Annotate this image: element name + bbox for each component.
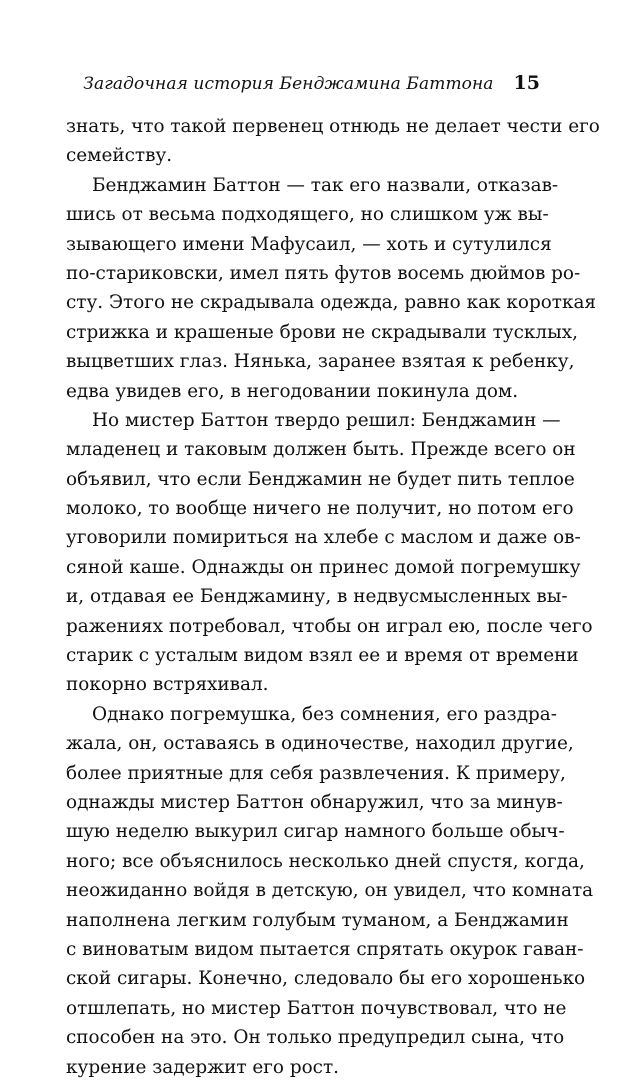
- paragraph: [66, 406, 593, 700]
- paragraph: [66, 700, 594, 1082]
- body-text: [66, 112, 600, 1082]
- page-number: 15: [513, 72, 540, 94]
- text-line: сту. Этого не скрадывала одежда, равно как короткая: [66, 292, 597, 314]
- paragraph: [66, 171, 597, 406]
- text-line: ской сигары. Конечно, следовало бы его хорошенько: [66, 968, 586, 990]
- text-line: шую неделю выкурил сигар намного больше обыч-: [66, 821, 565, 843]
- text-line: и, отдавая ее Бенджамину, в недвусмысленных вы-: [66, 586, 568, 608]
- text-line: выцветших глаз. Нянька, заранее взятая к ребенку,: [66, 351, 575, 373]
- text-line: однажды мистер Баттон обнаружил, что за минув-: [66, 791, 563, 813]
- text-line: зывающего имени Мафусаил, — хоть и сутулился: [66, 233, 552, 255]
- text-line: курение задержит его рост.: [66, 1056, 339, 1078]
- text-line: отшлепать, но мистер Баттон почувствовал, что не: [66, 997, 567, 1019]
- text-line: ражениях потребовал, чтобы он играл ею, после чего: [66, 615, 593, 637]
- text-line: знать, что такой первенец отнюдь не делает чести его: [66, 116, 600, 137]
- running-title: Загадочная история Бенджамина Баттона: [83, 74, 494, 94]
- text-line: неожиданно войдя в детскую, он увидел, что комната: [66, 880, 594, 902]
- text-line: наполнена легким голубым туманом, а Бенджамин: [66, 909, 569, 931]
- text-line: младенец и таковым должен быть. Прежде всего он: [66, 439, 576, 461]
- text-line: более приятные для себя развлечения. К примеру,: [66, 762, 566, 784]
- text-line: едва увидев его, в негодовании покинула дом.: [66, 380, 519, 402]
- text-line: молоко, то вообще ничего не получит, но потом его: [66, 498, 574, 520]
- text-line: Однако погремушка, без сомнения, его раздра-: [92, 703, 557, 725]
- running-head: [66, 72, 540, 94]
- text-line: покорно встряхивал.: [66, 674, 269, 696]
- paragraph: [66, 112, 600, 171]
- text-line: сяной каше. Однажды он принес домой погремушку: [66, 556, 581, 578]
- text-line: жала, он, оставаясь в одиночестве, находил другие,: [66, 733, 574, 755]
- text-line: Но мистер Баттон твердо решил: Бенджамин —: [92, 409, 561, 431]
- text-line: семейству.: [66, 145, 173, 167]
- text-line: по-стариковски, имел пять футов восемь дюймов ро-: [66, 262, 581, 284]
- text-line: шись от весьма подходящего, но слишком уж вы-: [66, 204, 549, 226]
- text-line: стрижка и крашеные брови не скрадывали тусклых,: [66, 321, 578, 343]
- text-line: старик с усталым видом взял ее и время от времени: [66, 645, 579, 667]
- text-line: ного; все объяснилось несколько дней спустя, когда,: [66, 850, 585, 872]
- text-line: уговорили помириться на хлебе с маслом и даже ов-: [66, 527, 581, 549]
- text-line: способен на это. Он только предупредил сына, что: [66, 1027, 565, 1049]
- text-line: с виноватым видом пытается спрятать окурок гаван-: [66, 938, 584, 960]
- text-line: объявил, что если Бенджамин не будет пить теплое: [66, 468, 575, 490]
- text-line: Бенджамин Баттон — так его назвали, отказав-: [92, 174, 559, 196]
